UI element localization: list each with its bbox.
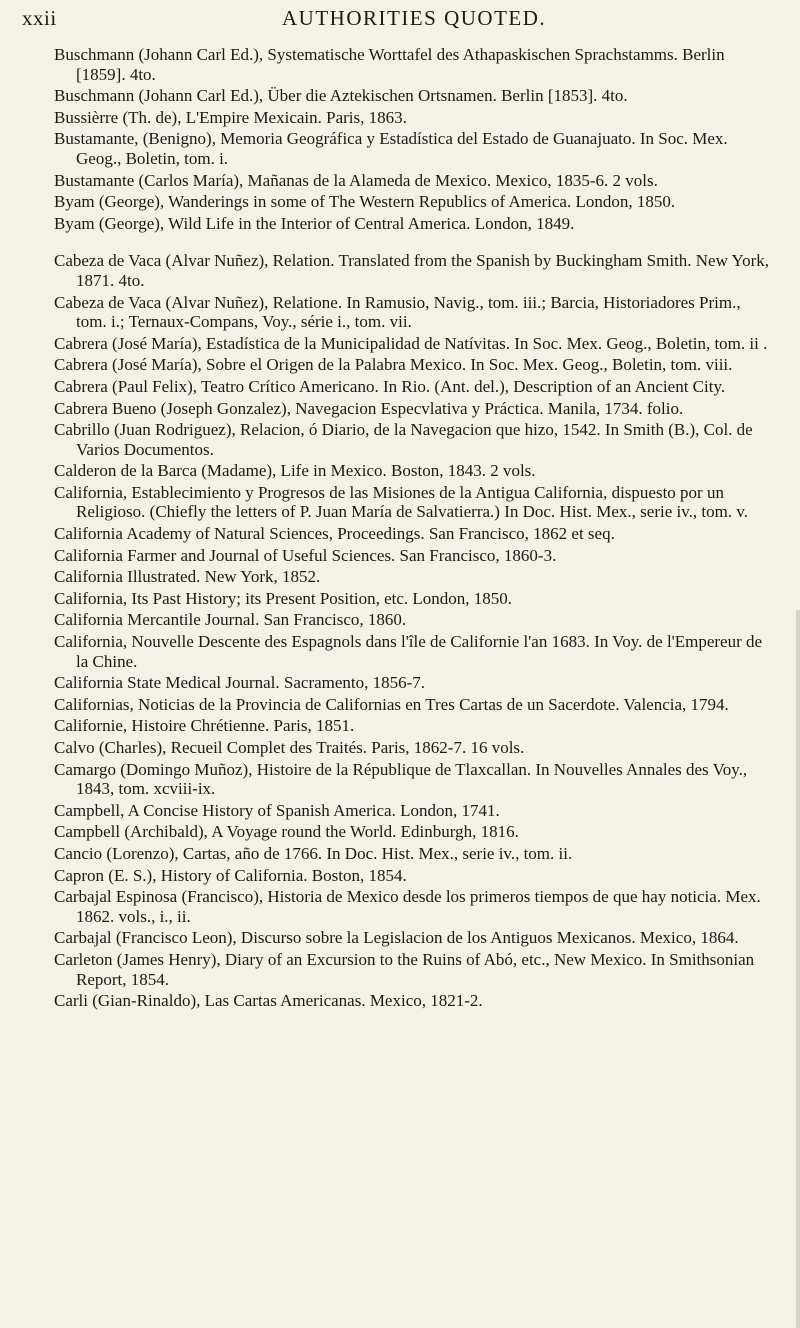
bibliography-entry: Campbell, A Concise History of Spanish America. London, 1741. bbox=[54, 800, 500, 820]
bibliography-entry: Capron (E. S.), History of California. Boston, 1854. bbox=[54, 865, 407, 885]
bibliography-entry: California, Establecimiento y Progresos de las Misiones de la Antigua California, dispuesto por un Religioso. (Chiefly the letters of P. Juan María de Salvatierra.) In Doc. Hist. Mex., serie iv., tom. v. bbox=[54, 482, 748, 522]
bibliography-entry: Buschmann (Johann Carl Ed.), Über die Aztekischen Ortsnamen. Berlin [1853]. 4to. bbox=[54, 86, 628, 106]
bibliography-list bbox=[54, 45, 770, 1013]
bibliography-entry: Cabrera (José María), Sobre el Origen de la Palabra Mexico. In Soc. Mex. Geog., Boletin, tom. viii. bbox=[54, 355, 733, 375]
bibliography-entry: Buschmann (Johann Carl Ed.), Systematische Worttafel des Athapaskischen Sprachstamms. Berlin [1859]. 4to. bbox=[54, 45, 725, 84]
bibliography-entry: California, Nouvelle Descente des Espagnols dans l'île de Californie l'an 1683. In Voy. de l'Empereur de la Chine. bbox=[54, 632, 763, 671]
bibliography-entry: Campbell (Archibald), A Voyage round the World. Edinburgh, 1816. bbox=[54, 822, 519, 842]
page-number: xxii bbox=[22, 6, 57, 30]
bibliography-entry: Bustamante, (Benigno), Memoria Geográfica y Estadística del Estado de Guanajuato. In Soc. Mex. Geog., Boletin, tom. i. bbox=[54, 129, 728, 168]
bibliography-entry: California Mercantile Journal. San Francisco, 1860. bbox=[54, 610, 407, 630]
bibliography-entry: California Farmer and Journal of Useful Sciences. San Francisco, 1860-3. bbox=[54, 545, 557, 565]
bibliography-entry: Cabrera (Paul Felix), Teatro Crítico Americano. In Rio. (Ant. del.), Description of an Ancient City. bbox=[54, 376, 726, 396]
bibliography-entry: Calvo (Charles), Recueil Complet des Traités. Paris, 1862-7. 16 vols. bbox=[54, 738, 525, 757]
bibliography-entry: Byam (George), Wanderings in some of The Western Republics of America. London, 1850. bbox=[54, 192, 676, 212]
bibliography-entry: Camargo (Domingo Muñoz), Histoire de la République de Tlaxcallan. In Nouvelles Annales des Voy., 1843, tom. xcviii-ix. bbox=[54, 759, 748, 799]
running-title: AUTHORITIES QUOTED. bbox=[282, 6, 547, 30]
bibliography-entry: Cabrera (José María), Estadística de la Municipalidad de Natívitas. In Soc. Mex. Geog., Boletin, tom. ii . bbox=[54, 333, 768, 353]
bibliography-entry: Cabeza de Vaca (Alvar Nuñez), Relatione. In Ramusio, Navig., tom. iii.; Barcia, Historiadores Prim., tom. i.; Ternaux-Compans, Voy., série i., tom. vii. bbox=[54, 292, 741, 332]
bibliography-entry: Calderon de la Barca (Madame), Life in Mexico. Boston, 1843. 2 vols. bbox=[54, 461, 536, 481]
bibliography-entry: Carbajal (Francisco Leon), Discurso sobre la Legislacion de los Antiguos Mexicanos. Mexico, 1864. bbox=[54, 928, 739, 948]
bibliography-entry: Californias, Noticias de la Provincia de Californias en Tres Cartas de un Sacerdote. Valencia, 1794. bbox=[54, 694, 729, 714]
bibliography-entry: Carli (Gian-Rinaldo), Las Cartas Americanas. Mexico, 1821-2. bbox=[54, 991, 483, 1011]
bibliography-entry: Bustamante (Carlos María), Mañanas de la Alameda de Mexico. Mexico, 1835-6. 2 vols. bbox=[54, 170, 658, 190]
bibliography-entry: Carleton (James Henry), Diary of an Excursion to the Ruins of Abó, etc., New Mexico. In Smithsonian Report, 1854. bbox=[54, 949, 755, 989]
bibliography-entry: Carbajal Espinosa (Francisco), Historia de Mexico desde los primeros tiempos de que hay noticia. Mex. 1862. vols., i., ii. bbox=[54, 887, 761, 926]
page-edge-shadow bbox=[796, 610, 800, 1328]
bibliography-entry: Bussièrre (Th. de), L'Empire Mexicain. Paris, 1863. bbox=[54, 107, 407, 127]
bibliography-entry: California State Medical Journal. Sacramento, 1856-7. bbox=[54, 673, 426, 693]
bibliography-entry: Cancio (Lorenzo), Cartas, año de 1766. In Doc. Hist. Mex., serie iv., tom. ii. bbox=[54, 843, 573, 863]
bibliography-entry: California, Its Past History; its Present Position, etc. London, 1850. bbox=[54, 588, 513, 608]
running-header bbox=[0, 2, 800, 34]
bibliography-entry: Cabeza de Vaca (Alvar Nuñez), Relation. Translated from the Spanish by Buckingham Smith. New York, 1871. 4to. bbox=[54, 251, 769, 290]
bibliography-entry: Cabrillo (Juan Rodriguez), Relacion, ó Diario, de la Navegacion que hizo, 1542. In Smith (B.), Col. de Varios Documentos. bbox=[54, 420, 753, 459]
bibliography-entry: California Illustrated. New York, 1852. bbox=[54, 567, 321, 587]
bibliography-entry: Californie, Histoire Chrétienne. Paris, 1851. bbox=[54, 716, 355, 736]
bibliography-entry: Cabrera Bueno (Joseph Gonzalez), Navegacion Especvlativa y Práctica. Manila, 1734. folio. bbox=[54, 398, 684, 418]
bibliography-entry: Byam (George), Wild Life in the Interior of Central America. London, 1849. bbox=[54, 213, 575, 233]
bibliography-entry: California Academy of Natural Sciences, Proceedings. San Francisco, 1862 et seq. bbox=[54, 524, 615, 544]
